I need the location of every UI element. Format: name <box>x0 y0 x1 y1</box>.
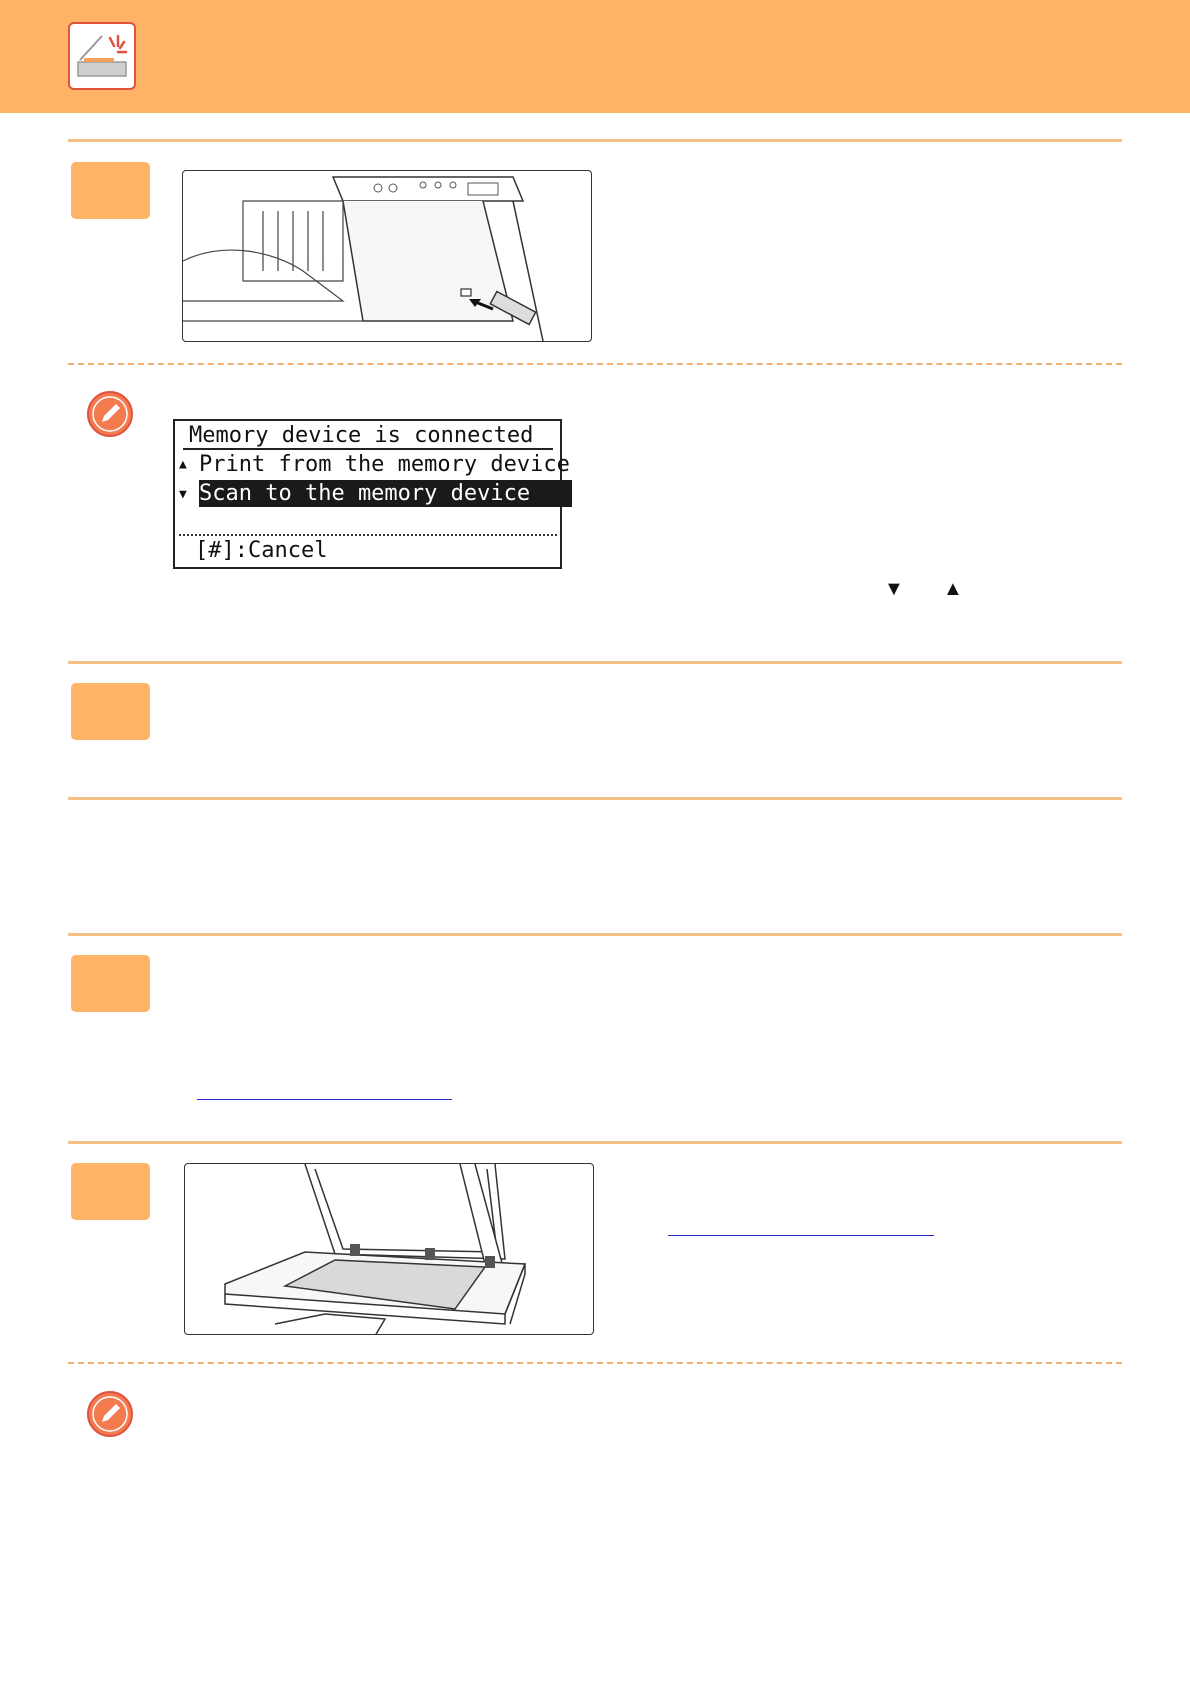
lcd-title-separator <box>183 448 553 450</box>
lcd-title: Memory device is connected <box>189 423 534 448</box>
section-divider <box>68 661 1122 664</box>
document-glass-illustration <box>184 1163 594 1335</box>
scanner-icon <box>68 22 136 90</box>
reference-link[interactable] <box>668 1235 934 1236</box>
section-divider <box>68 1141 1122 1144</box>
document-glass-icon <box>185 1164 594 1335</box>
up-key-icon: ▲ <box>943 578 963 600</box>
page-header <box>0 0 1190 113</box>
note-divider <box>68 363 1122 365</box>
scroll-down-icon: ▼ <box>179 487 187 502</box>
step-number-box <box>71 683 150 740</box>
usb-drive-icon <box>183 171 592 342</box>
note-divider <box>68 1362 1122 1364</box>
step-number-box <box>71 1163 150 1220</box>
pencil-note-icon <box>86 390 134 438</box>
usb-insert-illustration <box>182 170 592 342</box>
lcd-cancel-label: [#]:Cancel <box>195 538 328 563</box>
section-divider <box>68 139 1122 142</box>
step-number-box <box>71 955 150 1012</box>
section-divider <box>68 797 1122 800</box>
section-divider <box>68 933 1122 936</box>
lcd-menu-item-scan[interactable]: Scan to the memory device <box>199 480 572 507</box>
lcd-menu-item-print[interactable]: Print from the memory device <box>199 452 570 477</box>
pencil-note-icon <box>86 1390 134 1438</box>
lcd-dotted-separator <box>179 534 557 536</box>
lcd-display <box>173 419 570 569</box>
scroll-up-icon: ▲ <box>179 457 187 472</box>
reference-link[interactable] <box>197 1099 452 1100</box>
down-key-icon: ▼ <box>884 578 904 600</box>
step-number-box <box>71 162 150 219</box>
